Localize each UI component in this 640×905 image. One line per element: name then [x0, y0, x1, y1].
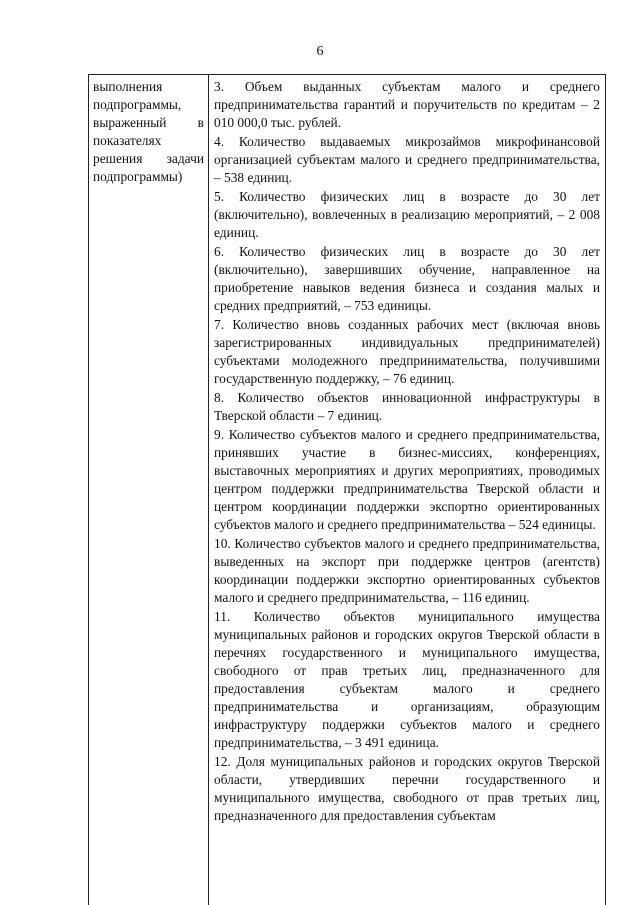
indicator-item: 9. Количество субъектов малого и среднего предпринимательства, принявших участие в бизнес-миссиях, конференциях, выставочных мероприятиях и других мероприятиях, проводимых центром поддержки предпринимательства Тверской области и центром координации поддержки экспортно ориентированных субъектов малого и среднего предпринимательства – 524 единицы.	[214, 427, 600, 532]
content-table	[88, 74, 606, 905]
indicator-item: 8. Количество объектов инновационной инфраструктуры в Тверской области – 7 единиц.	[214, 390, 600, 423]
left-cell-line: показателях	[93, 133, 162, 148]
left-cell-line: выполнения	[93, 79, 163, 94]
left-cell-line: подпрограммы,	[93, 97, 182, 112]
indicator-item: 4. Количество выдаваемых микрозаймов микрофинансовой организацией субъектам малого и среднего предпринимательства, – 538 единиц.	[214, 134, 600, 185]
left-cell-line: выраженный в	[93, 115, 204, 130]
page-number: 6	[316, 44, 324, 59]
table-right-cell	[209, 75, 605, 905]
indicator-item: 3. Объем выданных субъектам малого и среднего предпринимательства гарантий и поручительств по кредитам – 2 010 000,0 тыс. рублей.	[214, 79, 600, 130]
indicator-item: 10. Количество субъектов малого и среднего предпринимательства, выведенных на экспорт при поддержке центров (агентств) координации поддержки экспортно ориентированных субъектов малого и среднего предпринимательства, – 116 единиц.	[214, 536, 600, 605]
indicator-item: 6. Количество физических лиц в возрасте до 30 лет (включительно), завершивших обучение, направленное на приобретение навыков ведения бизнеса и создания малых и средних предприятий, – 753 единицы.	[214, 244, 600, 313]
left-cell-line: подпрограммы)	[93, 169, 183, 184]
table-left-cell	[89, 75, 209, 905]
indicator-item: 12. Доля муниципальных районов и городских округов Тверской области, утвердивших перечни государственного и муниципального имущества, свободного от прав третьих лиц, предназначенного для предоставления субъектам	[214, 754, 600, 823]
left-cell-line: решения задачи	[93, 151, 204, 166]
indicator-item: 5. Количество физических лиц в возрасте до 30 лет (включительно), вовлеченных в реализацию мероприятий, – 2 008 единиц.	[214, 189, 600, 240]
indicator-item: 11. Количество объектов муниципального имущества муниципальных районов и городских округов Тверской области в перечнях государственного и муниципального имущества, свободного от прав третьих лиц, предназначенного для предоставления субъектам малого и среднего предпринимательства и организациям, образующим инфраструктуру поддержки субъектов малого и среднего предпринимательства, – 3 491 единица.	[214, 609, 600, 750]
indicator-item: 7. Количество вновь созданных рабочих мест (включая вновь зарегистрированных индивидуальных предпринимателей) субъектами молодежного предпринимательства, получившими государственную поддержку, – 76 единиц.	[214, 317, 600, 386]
